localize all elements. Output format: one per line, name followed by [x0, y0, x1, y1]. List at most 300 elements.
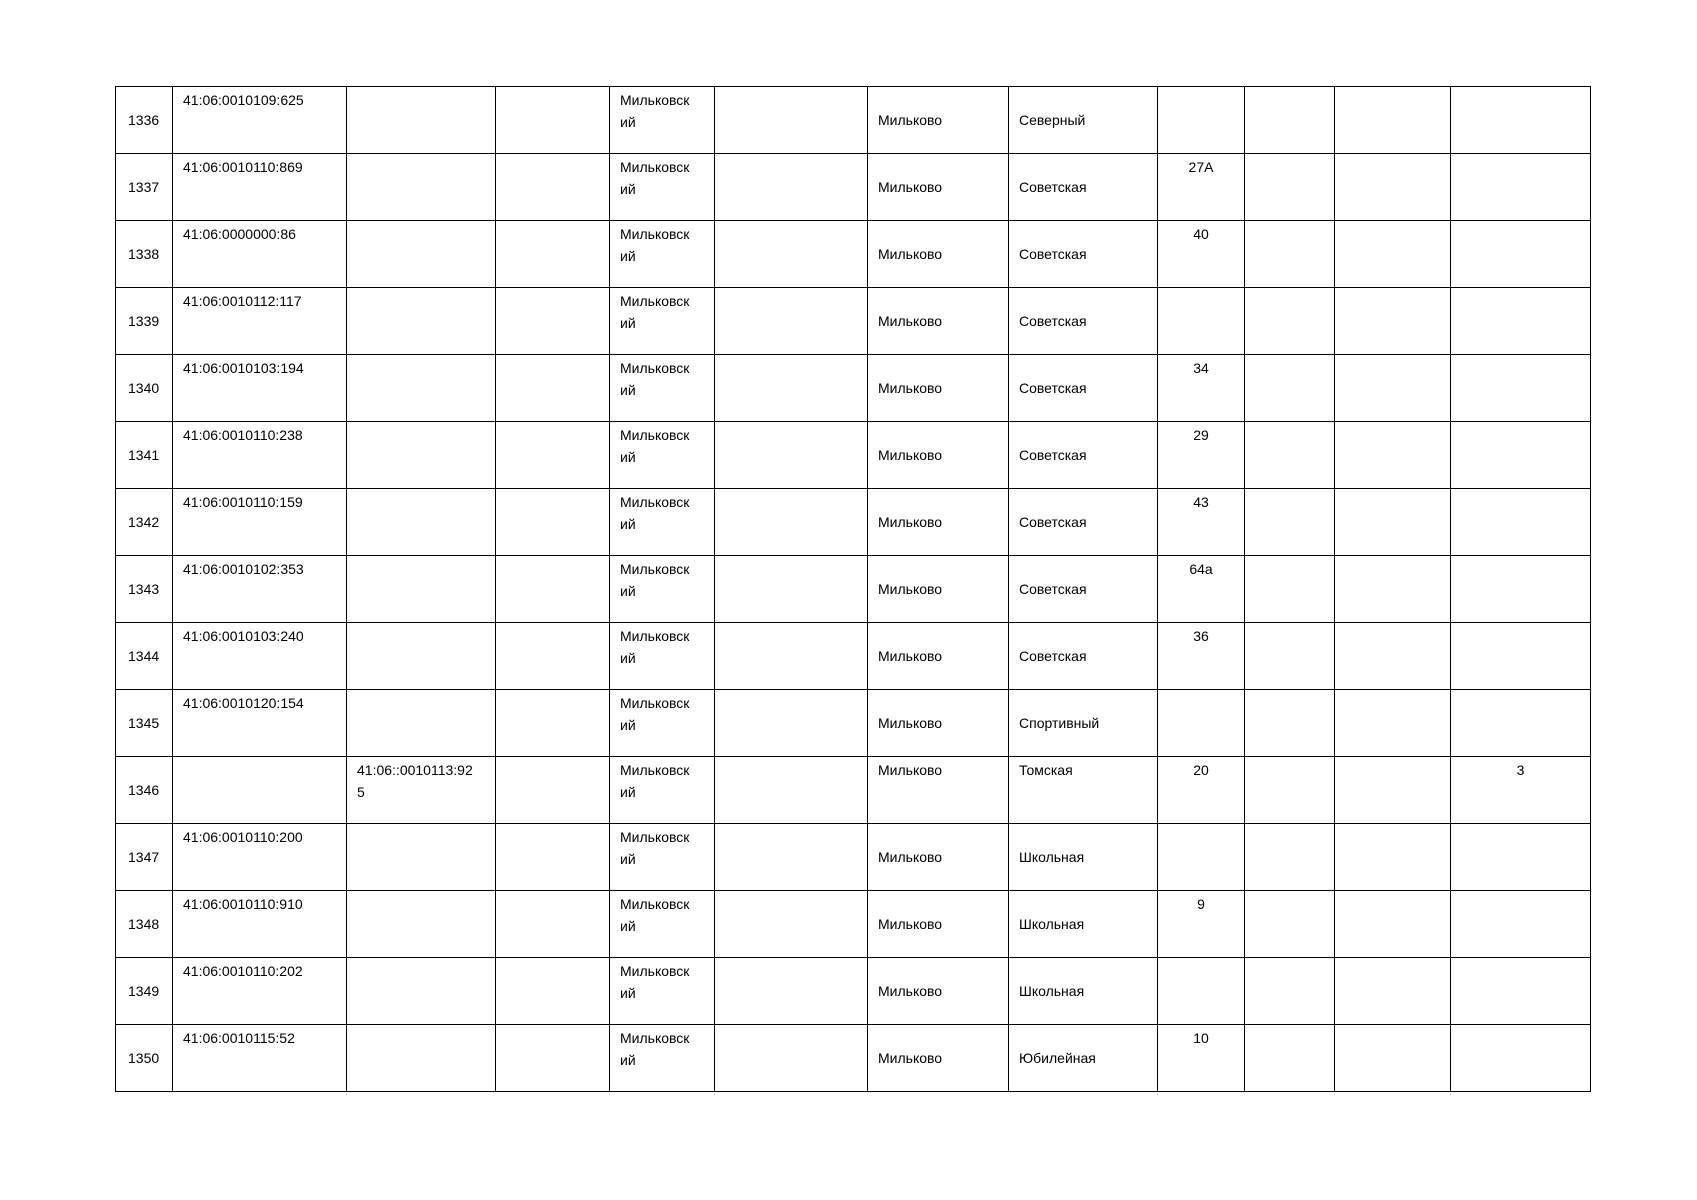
- row-number-cell-text: 1338: [128, 246, 160, 262]
- row-number-cell-text: 1344: [128, 648, 160, 664]
- street-cell-text: Советская: [1019, 648, 1087, 664]
- cadastral-number-cell: [173, 154, 347, 221]
- cadastral-number-alt-cell-text: [347, 623, 495, 625]
- house-number-cell-text: [1158, 690, 1244, 692]
- cadastral-number-cell-text: [173, 757, 346, 759]
- table-body: [116, 87, 1591, 1092]
- street-cell-text: Спортивный: [1019, 715, 1100, 731]
- empty-cell: [496, 288, 610, 355]
- empty-cell-text: [1335, 757, 1450, 759]
- district-cell-text: Мильковск ий: [620, 494, 690, 532]
- row-number-cell: [116, 355, 173, 422]
- cadastral-number-alt-cell-text: [347, 355, 495, 357]
- empty-cell-text: [496, 891, 609, 893]
- empty-cell: [1335, 87, 1451, 154]
- row-number-cell-text: 1343: [128, 581, 160, 597]
- street-cell-text: Юбилейная: [1019, 1050, 1096, 1066]
- locality-cell-text: Мильково: [878, 648, 943, 664]
- table-row: [116, 154, 1591, 221]
- street-cell: [1009, 824, 1158, 891]
- cadastral-number-cell-text: 41:06:0010102:353: [183, 561, 304, 577]
- cadastral-number-alt-cell-text: 41:06::0010113:92 5: [357, 762, 473, 800]
- empty-cell: [496, 824, 610, 891]
- empty-cell-text: [1245, 1025, 1334, 1027]
- empty-cell-text: [1245, 422, 1334, 424]
- empty-cell: [715, 690, 868, 757]
- cadastral-number-alt-cell-text: [347, 891, 495, 893]
- locality-cell-text: Мильково: [878, 581, 943, 597]
- row-number-cell-text: 1350: [128, 1050, 160, 1066]
- empty-cell: [715, 623, 868, 690]
- empty-cell-text: [715, 958, 867, 960]
- table-row: [116, 958, 1591, 1025]
- street-cell: [1009, 623, 1158, 690]
- row-number-cell: [116, 690, 173, 757]
- locality-cell-text: Мильково: [878, 916, 943, 932]
- empty-cell: [715, 422, 868, 489]
- apartment-cell-text: [1451, 154, 1590, 156]
- empty-cell: [1245, 1025, 1335, 1092]
- empty-cell-text: [496, 824, 609, 826]
- row-number-cell: [116, 623, 173, 690]
- street-cell: [1009, 154, 1158, 221]
- empty-cell: [1245, 87, 1335, 154]
- empty-cell: [715, 221, 868, 288]
- empty-cell: [1335, 958, 1451, 1025]
- locality-cell-text: Мильково: [878, 849, 943, 865]
- cadastral-number-cell: [173, 489, 347, 556]
- apartment-cell: [1451, 958, 1591, 1025]
- row-number-cell-text: 1339: [128, 313, 160, 329]
- empty-cell-text: [496, 958, 609, 960]
- house-number-cell-text: 40: [1193, 226, 1209, 242]
- house-number-cell-text: [1158, 87, 1244, 89]
- empty-cell-text: [1245, 824, 1334, 826]
- empty-cell: [1335, 221, 1451, 288]
- house-number-cell-text: 9: [1197, 896, 1205, 912]
- empty-cell: [715, 958, 868, 1025]
- empty-cell: [1335, 288, 1451, 355]
- district-cell: [610, 355, 715, 422]
- locality-cell: [868, 690, 1009, 757]
- apartment-cell: [1451, 489, 1591, 556]
- empty-cell: [1245, 355, 1335, 422]
- house-number-cell: [1158, 489, 1245, 556]
- empty-cell: [1335, 891, 1451, 958]
- district-cell-text: Мильковск ий: [620, 561, 690, 599]
- empty-cell-text: [1245, 690, 1334, 692]
- locality-cell-text: Мильково: [878, 112, 943, 128]
- cadastral-number-cell: [173, 891, 347, 958]
- row-number-cell-text: 1337: [128, 179, 160, 195]
- row-number-cell-text: 1346: [128, 782, 160, 798]
- cadastral-number-cell: [173, 757, 347, 824]
- cadastral-number-cell: [173, 556, 347, 623]
- cadastral-number-alt-cell-text: [347, 690, 495, 692]
- cadastral-number-cell-text: 41:06:0000000:86: [183, 226, 296, 242]
- locality-cell: [868, 824, 1009, 891]
- empty-cell-text: [1335, 154, 1450, 156]
- locality-cell: [868, 757, 1009, 824]
- empty-cell-text: [496, 690, 609, 692]
- house-number-cell-text: 29: [1193, 427, 1209, 443]
- table-row: [116, 1025, 1591, 1092]
- empty-cell-text: [1245, 489, 1334, 491]
- district-cell: [610, 422, 715, 489]
- empty-cell-text: [496, 221, 609, 223]
- apartment-cell-text: 3: [1516, 762, 1525, 778]
- empty-cell-text: [1245, 221, 1334, 223]
- district-cell-text: Мильковск ий: [620, 427, 690, 465]
- empty-cell: [1245, 422, 1335, 489]
- empty-cell-text: [1335, 891, 1450, 893]
- locality-cell-text: Мильково: [878, 380, 943, 396]
- cadastral-number-alt-cell-text: [347, 221, 495, 223]
- row-number-cell: [116, 891, 173, 958]
- house-number-cell-text: 64а: [1189, 561, 1213, 577]
- empty-cell: [715, 87, 868, 154]
- empty-cell: [1245, 824, 1335, 891]
- empty-cell: [496, 891, 610, 958]
- district-cell-text: Мильковск ий: [620, 92, 690, 130]
- table-row: [116, 355, 1591, 422]
- empty-cell-text: [1335, 623, 1450, 625]
- empty-cell-text: [715, 489, 867, 491]
- cadastral-number-alt-cell: [347, 355, 496, 422]
- empty-cell-text: [496, 422, 609, 424]
- apartment-cell-text: [1451, 221, 1590, 223]
- table-row: [116, 87, 1591, 154]
- house-number-cell: [1158, 556, 1245, 623]
- empty-cell: [1335, 690, 1451, 757]
- empty-cell: [1335, 824, 1451, 891]
- apartment-cell: [1451, 556, 1591, 623]
- empty-cell-text: [496, 757, 609, 759]
- empty-cell: [715, 556, 868, 623]
- empty-cell-text: [1245, 355, 1334, 357]
- cadastral-number-cell-text: 41:06:0010110:869: [183, 159, 303, 175]
- empty-cell: [1245, 891, 1335, 958]
- street-cell-text: Советская: [1019, 179, 1087, 195]
- row-number-cell: [116, 489, 173, 556]
- cadastral-number-cell: [173, 958, 347, 1025]
- street-cell: [1009, 355, 1158, 422]
- cadastral-number-alt-cell: [347, 824, 496, 891]
- cadastral-number-cell-text: 41:06:0010103:240: [183, 628, 304, 644]
- cadastral-number-cell-text: 41:06:0010103:194: [183, 360, 304, 376]
- empty-cell-text: [715, 355, 867, 357]
- cadastral-number-cell-text: 41:06:0010115:52: [183, 1030, 295, 1046]
- locality-cell-text: Мильково: [878, 762, 943, 778]
- empty-cell: [496, 87, 610, 154]
- street-cell-text: Школьная: [1019, 916, 1085, 932]
- locality-cell: [868, 891, 1009, 958]
- cadastral-number-alt-cell-text: [347, 422, 495, 424]
- empty-cell: [1245, 958, 1335, 1025]
- locality-cell: [868, 87, 1009, 154]
- cadastral-number-alt-cell: [347, 221, 496, 288]
- street-cell: [1009, 1025, 1158, 1092]
- district-cell-text: Мильковск ий: [620, 226, 690, 264]
- locality-cell: [868, 422, 1009, 489]
- row-number-cell-text: 1345: [128, 715, 160, 731]
- apartment-cell: [1451, 355, 1591, 422]
- cadastral-number-alt-cell-text: [347, 87, 495, 89]
- row-number-cell: [116, 958, 173, 1025]
- empty-cell: [1245, 489, 1335, 556]
- row-number-cell: [116, 154, 173, 221]
- cadastral-number-cell: [173, 1025, 347, 1092]
- empty-cell-text: [1335, 87, 1450, 89]
- house-number-cell: [1158, 824, 1245, 891]
- house-number-cell: [1158, 1025, 1245, 1092]
- empty-cell: [1335, 757, 1451, 824]
- cadastral-number-alt-cell-text: [347, 489, 495, 491]
- apartment-cell: [1451, 288, 1591, 355]
- table-row: [116, 690, 1591, 757]
- street-cell-text: Школьная: [1019, 849, 1085, 865]
- apartment-cell-text: [1451, 690, 1590, 692]
- empty-cell: [715, 288, 868, 355]
- apartment-cell-text: [1451, 824, 1590, 826]
- apartment-cell: [1451, 824, 1591, 891]
- empty-cell: [1245, 690, 1335, 757]
- empty-cell: [1335, 355, 1451, 422]
- locality-cell-text: Мильково: [878, 715, 943, 731]
- empty-cell: [715, 757, 868, 824]
- empty-cell-text: [1335, 422, 1450, 424]
- empty-cell-text: [1245, 757, 1334, 759]
- street-cell: [1009, 757, 1158, 824]
- empty-cell: [496, 422, 610, 489]
- empty-cell: [1245, 221, 1335, 288]
- street-cell: [1009, 690, 1158, 757]
- cadastral-number-alt-cell: [347, 154, 496, 221]
- street-cell-text: Советская: [1019, 581, 1087, 597]
- district-cell: [610, 1025, 715, 1092]
- empty-cell-text: [496, 489, 609, 491]
- house-number-cell-text: [1158, 824, 1244, 826]
- house-number-cell-text: [1158, 958, 1244, 960]
- cadastral-number-cell: [173, 690, 347, 757]
- empty-cell-text: [496, 288, 609, 290]
- apartment-cell-text: [1451, 87, 1590, 89]
- house-number-cell: [1158, 87, 1245, 154]
- locality-cell-text: Мильково: [878, 514, 943, 530]
- locality-cell: [868, 1025, 1009, 1092]
- empty-cell-text: [1245, 891, 1334, 893]
- locality-cell: [868, 623, 1009, 690]
- row-number-cell-text: 1336: [128, 112, 160, 128]
- empty-cell-text: [496, 556, 609, 558]
- table-row: [116, 489, 1591, 556]
- cadastral-number-cell-text: 41:06:0010110:202: [183, 963, 303, 979]
- street-cell: [1009, 958, 1158, 1025]
- empty-cell: [496, 355, 610, 422]
- row-number-cell-text: 1342: [128, 514, 160, 530]
- empty-cell: [1335, 422, 1451, 489]
- empty-cell-text: [715, 422, 867, 424]
- empty-cell-text: [1245, 556, 1334, 558]
- row-number-cell-text: 1347: [128, 849, 160, 865]
- locality-cell-text: Мильково: [878, 179, 943, 195]
- empty-cell-text: [1245, 87, 1334, 89]
- cadastral-number-cell-text: 41:06:0010112:117: [183, 293, 302, 309]
- house-number-cell: [1158, 757, 1245, 824]
- cadastral-number-cell: [173, 87, 347, 154]
- district-cell-text: Мильковск ий: [620, 963, 690, 1001]
- cadastral-number-alt-cell: [347, 489, 496, 556]
- locality-cell: [868, 489, 1009, 556]
- district-cell-text: Мильковск ий: [620, 762, 690, 800]
- street-cell-text: Советская: [1019, 246, 1087, 262]
- cadastral-number-cell: [173, 355, 347, 422]
- house-number-cell: [1158, 221, 1245, 288]
- empty-cell-text: [1245, 288, 1334, 290]
- table-row: [116, 422, 1591, 489]
- empty-cell-text: [715, 288, 867, 290]
- row-number-cell-text: 1348: [128, 916, 160, 932]
- row-number-cell-text: 1349: [128, 983, 160, 999]
- empty-cell: [496, 154, 610, 221]
- locality-cell: [868, 154, 1009, 221]
- apartment-cell: [1451, 154, 1591, 221]
- district-cell: [610, 556, 715, 623]
- empty-cell-text: [496, 154, 609, 156]
- cadastral-number-alt-cell-text: [347, 556, 495, 558]
- apartment-cell: [1451, 422, 1591, 489]
- district-cell: [610, 623, 715, 690]
- apartment-cell: [1451, 87, 1591, 154]
- empty-cell-text: [1335, 355, 1450, 357]
- empty-cell-text: [1335, 556, 1450, 558]
- locality-cell-text: Мильково: [878, 313, 943, 329]
- locality-cell-text: Мильково: [878, 1050, 943, 1066]
- empty-cell-text: [1335, 690, 1450, 692]
- cadastral-number-cell: [173, 221, 347, 288]
- cadastral-number-cell: [173, 824, 347, 891]
- empty-cell: [496, 489, 610, 556]
- cadastral-number-cell-text: 41:06:0010120:154: [183, 695, 304, 711]
- empty-cell-text: [1335, 958, 1450, 960]
- row-number-cell: [116, 824, 173, 891]
- locality-cell-text: Мильково: [878, 246, 943, 262]
- empty-cell: [1245, 623, 1335, 690]
- district-cell: [610, 221, 715, 288]
- house-number-cell: [1158, 958, 1245, 1025]
- apartment-cell-text: [1451, 489, 1590, 491]
- empty-cell: [1335, 489, 1451, 556]
- house-number-cell: [1158, 891, 1245, 958]
- apartment-cell-text: [1451, 288, 1590, 290]
- empty-cell: [1335, 623, 1451, 690]
- locality-cell-text: Мильково: [878, 983, 943, 999]
- district-cell-text: Мильковск ий: [620, 896, 690, 934]
- empty-cell-text: [1335, 489, 1450, 491]
- apartment-cell-text: [1451, 422, 1590, 424]
- empty-cell-text: [715, 154, 867, 156]
- locality-cell: [868, 288, 1009, 355]
- cadastral-number-cell: [173, 623, 347, 690]
- row-number-cell: [116, 556, 173, 623]
- empty-cell: [715, 489, 868, 556]
- table-row: [116, 288, 1591, 355]
- cadastral-number-alt-cell: [347, 422, 496, 489]
- cadastral-number-alt-cell-text: [347, 958, 495, 960]
- table-row: [116, 556, 1591, 623]
- empty-cell: [496, 690, 610, 757]
- house-number-cell-text: 10: [1193, 1030, 1209, 1046]
- apartment-cell: [1451, 1025, 1591, 1092]
- house-number-cell-text: 20: [1193, 762, 1209, 778]
- empty-cell: [496, 221, 610, 288]
- cadastral-number-alt-cell-text: [347, 824, 495, 826]
- street-cell-text: Северный: [1019, 112, 1086, 128]
- cadastral-number-cell-text: 41:06:0010110:910: [183, 896, 303, 912]
- district-cell: [610, 891, 715, 958]
- locality-cell: [868, 221, 1009, 288]
- district-cell: [610, 824, 715, 891]
- cadastral-number-alt-cell-text: [347, 154, 495, 156]
- apartment-cell-text: [1451, 556, 1590, 558]
- table-row: [116, 824, 1591, 891]
- house-number-cell: [1158, 422, 1245, 489]
- empty-cell: [715, 355, 868, 422]
- empty-cell-text: [1335, 221, 1450, 223]
- house-number-cell-text: 36: [1193, 628, 1209, 644]
- district-cell-text: Мильковск ий: [620, 159, 690, 197]
- locality-cell: [868, 355, 1009, 422]
- cadastral-number-cell-text: 41:06:0010109:625: [183, 92, 304, 108]
- empty-cell: [496, 623, 610, 690]
- district-cell: [610, 690, 715, 757]
- row-number-cell: [116, 422, 173, 489]
- district-cell-text: Мильковск ий: [620, 829, 690, 867]
- street-cell-text: Школьная: [1019, 983, 1085, 999]
- locality-cell: [868, 556, 1009, 623]
- empty-cell-text: [715, 623, 867, 625]
- street-cell-text: Советская: [1019, 313, 1087, 329]
- row-number-cell-text: 1340: [128, 380, 160, 396]
- cadastral-number-alt-cell-text: [347, 1025, 495, 1027]
- house-number-cell-text: 27А: [1188, 159, 1214, 175]
- house-number-cell-text: 43: [1193, 494, 1209, 510]
- table-row: [116, 221, 1591, 288]
- empty-cell: [1245, 154, 1335, 221]
- empty-cell: [496, 556, 610, 623]
- locality-cell: [868, 958, 1009, 1025]
- district-cell: [610, 757, 715, 824]
- apartment-cell-text: [1451, 355, 1590, 357]
- street-cell: [1009, 489, 1158, 556]
- house-number-cell: [1158, 355, 1245, 422]
- empty-cell: [1245, 757, 1335, 824]
- street-cell-text: Советская: [1019, 447, 1087, 463]
- cadastral-number-cell-text: 41:06:0010110:200: [183, 829, 303, 845]
- empty-cell-text: [496, 87, 609, 89]
- cadastral-number-cell-text: 41:06:0010110:159: [183, 494, 303, 510]
- house-number-cell: [1158, 154, 1245, 221]
- apartment-cell-text: [1451, 891, 1590, 893]
- empty-cell-text: [1245, 958, 1334, 960]
- row-number-cell: [116, 1025, 173, 1092]
- district-cell: [610, 958, 715, 1025]
- row-number-cell: [116, 87, 173, 154]
- house-number-cell-text: [1158, 288, 1244, 290]
- empty-cell: [1245, 556, 1335, 623]
- street-cell-text: Советская: [1019, 380, 1087, 396]
- empty-cell-text: [496, 355, 609, 357]
